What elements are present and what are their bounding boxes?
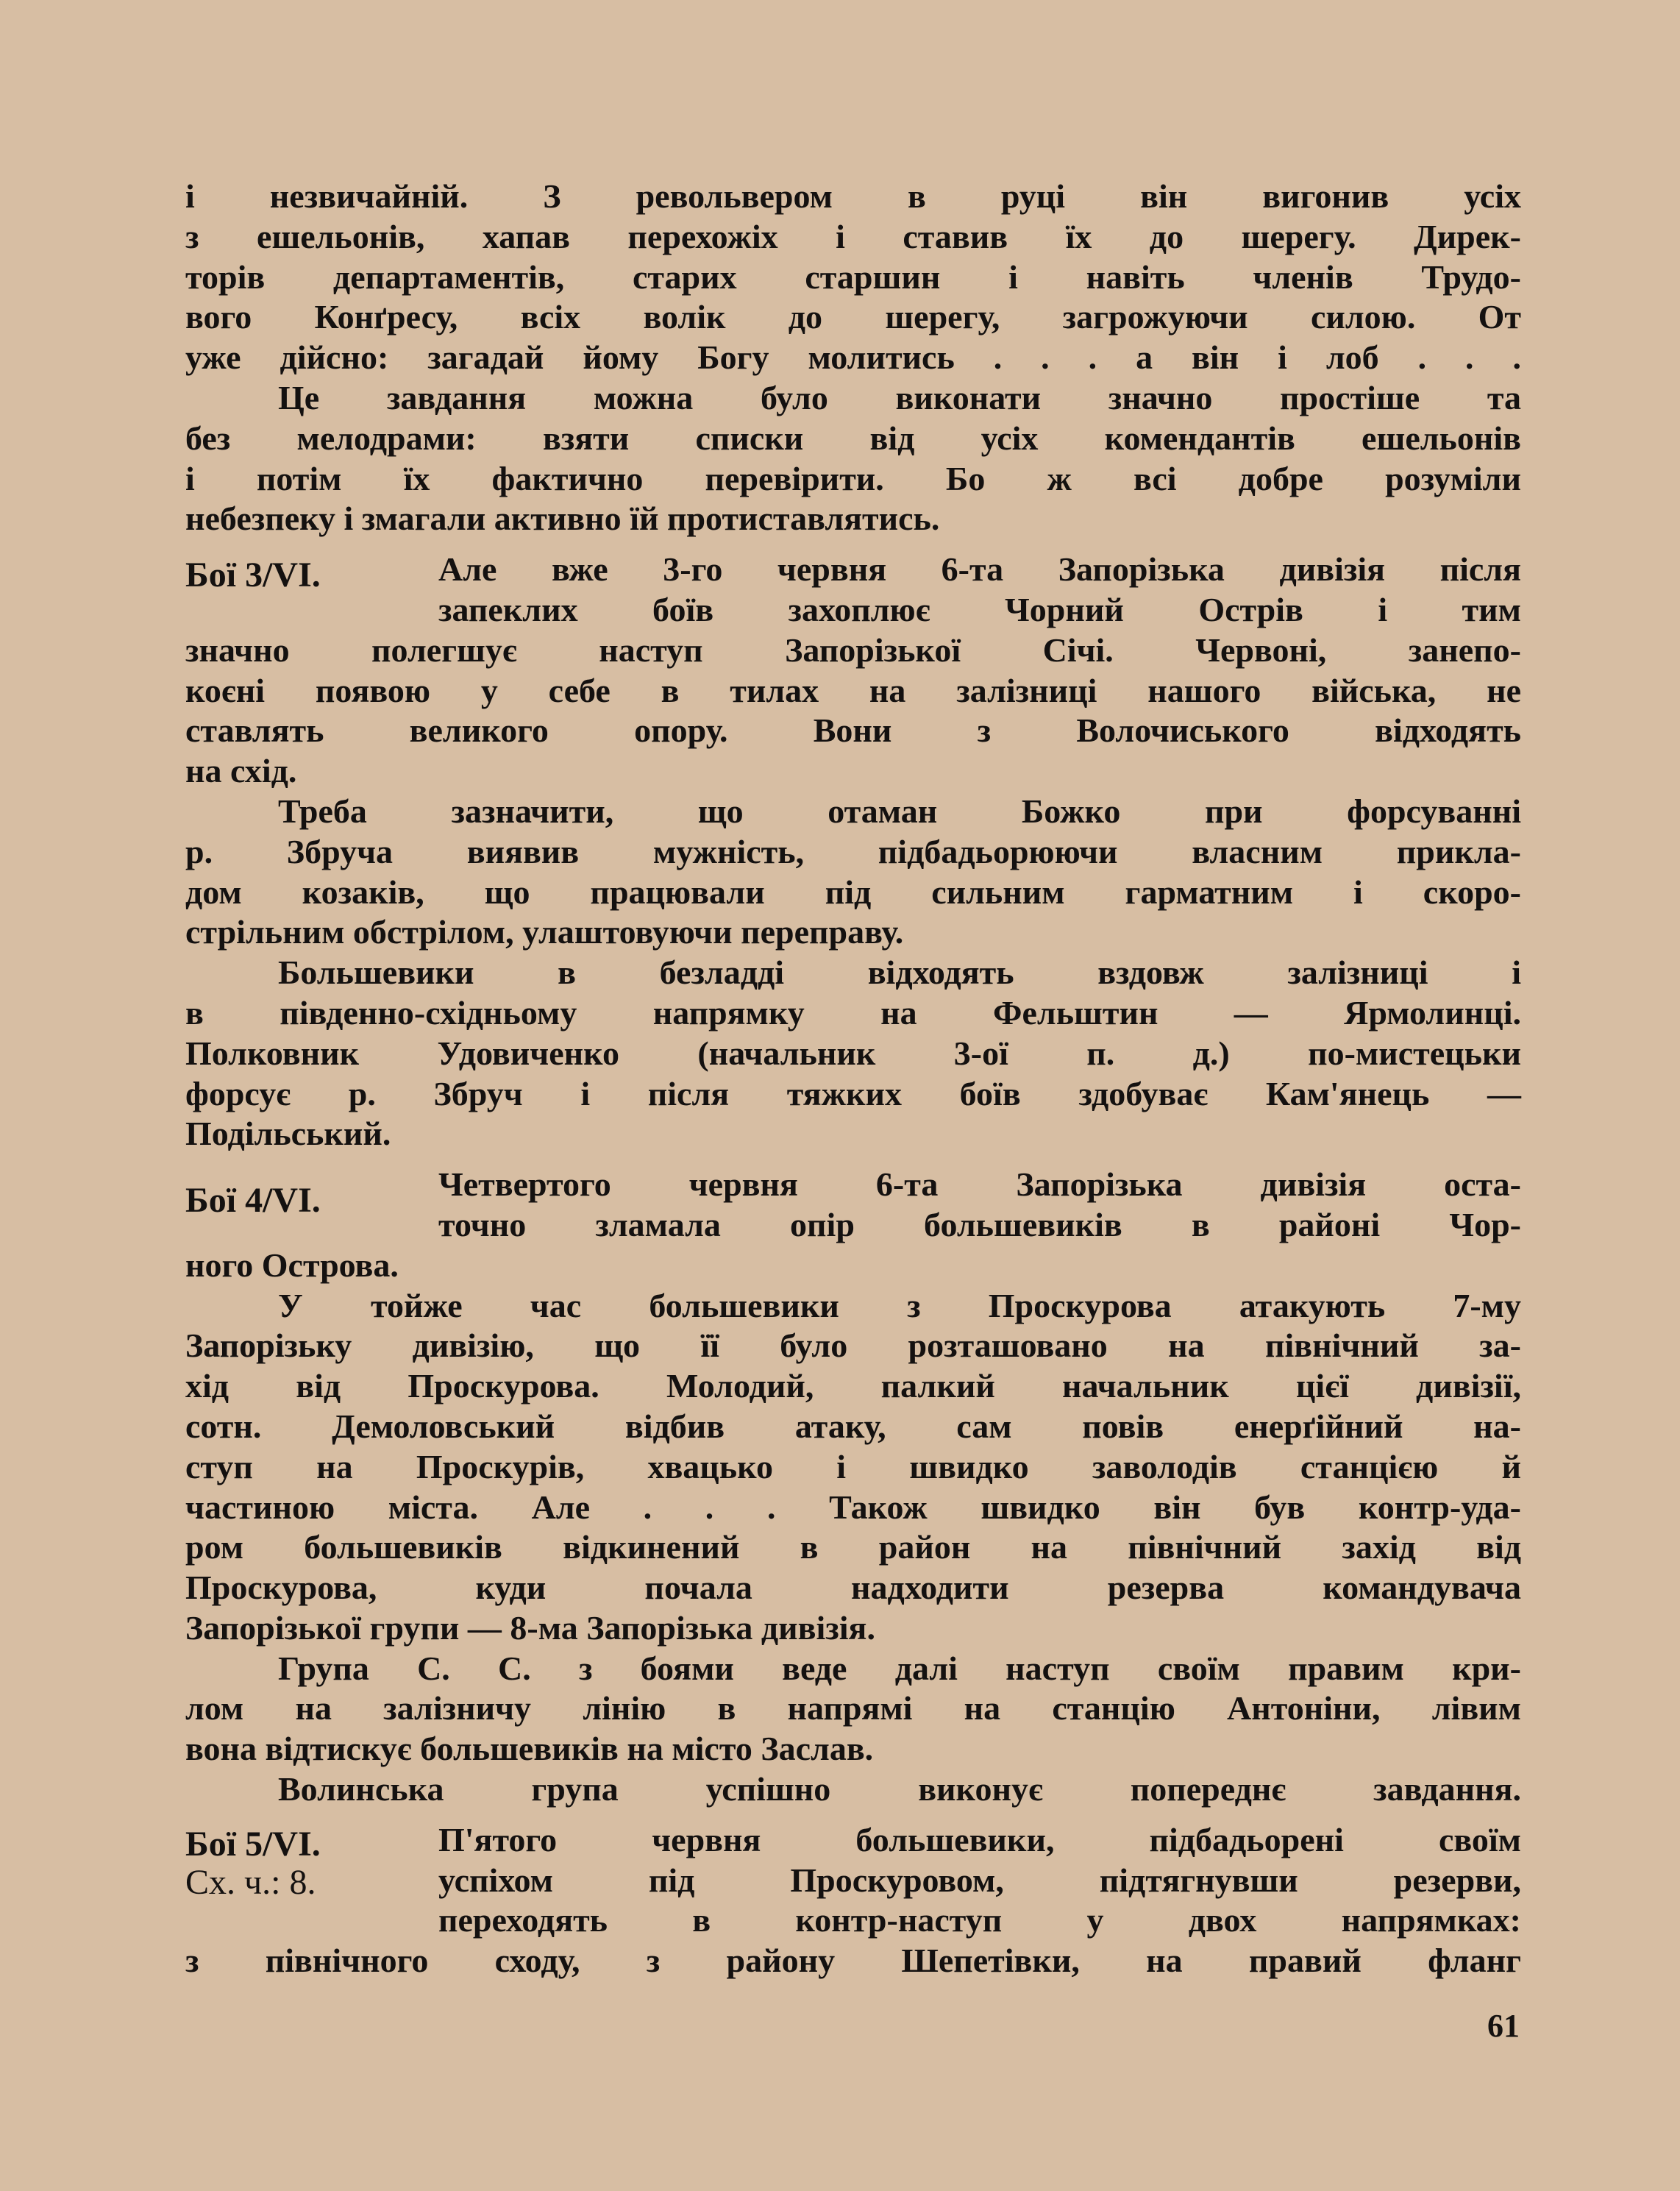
- text-line: переходять в контр-наступ у двох напрямках:: [438, 1901, 1521, 1939]
- text-line: стрільним обстрілом, улаштовуючи переправу.: [185, 913, 904, 951]
- text-line: Проскурова, куди почала надходити резерва командувача: [185, 1569, 1521, 1607]
- text-line: Подільський.: [185, 1115, 391, 1153]
- text-line: коєні появою у себе в тилах на залізниці нашого війська, не: [185, 671, 1521, 709]
- text-line: з північного сходу, з району Шепетівки, на правий фланг: [185, 1942, 1521, 1980]
- text-line: р. Збруча виявив мужність, підбадьорюючи власним прикла-: [185, 832, 1521, 870]
- text-line: Полковник Удовиченко (начальник 3-ої п. д.) по-мистецьки: [185, 1034, 1521, 1072]
- text-line: Але вже 3-го червня 6-та Запорізька дивізія після: [438, 550, 1521, 589]
- text-line: точно зламала опір большевиків в районі Чор-: [438, 1205, 1521, 1243]
- text-line: вого Конґресу, всіх волік до шерегу, загрожуючи силою. От: [185, 298, 1521, 336]
- text-line: ного Острова.: [185, 1246, 399, 1284]
- text-line: небезпеку і змагали активно їй протиставлятись.: [185, 500, 940, 538]
- text-line: в південно-східньому напрямку на Фельштин — Ярмолинці.: [185, 993, 1521, 1031]
- text-line: уже дійсно: загадай йому Богу молитись . . . а він і лоб . . .: [185, 338, 1521, 377]
- text-line: частиною міста. Але . . . Також швидко він був контр-уда-: [185, 1488, 1521, 1526]
- text-line: успіхом під Проскуровом, підтягнувши резерви,: [438, 1861, 1521, 1899]
- text-line: Запорізької групи — 8-ма Запорізька дивізія.: [185, 1608, 875, 1647]
- text-line: ставлять великого опору. Вони з Волочиського відходять: [185, 711, 1521, 750]
- margin-label-battle-5: Бої 5/VI.: [185, 1824, 321, 1864]
- text-line: вона відтискує большевиків на місто Заслав.: [185, 1730, 874, 1768]
- section-june-3: [185, 550, 1521, 631]
- text-line: і незвичайній. З револьвером в руці він вигонив усіх: [185, 177, 1521, 215]
- text-line: і потім їх фактично перевірити. Бо ж всі добре розуміли: [185, 459, 1521, 497]
- text-line: лом на залізничу лінію в напрямі на станцію Антоніни, лівим: [185, 1689, 1521, 1727]
- text-line: сотн. Демоловський відбив атаку, сам повів енерґійний на-: [185, 1407, 1521, 1445]
- text-line: П'ятого червня большевики, підбадьорені своїм: [438, 1820, 1521, 1858]
- text-line: Запорізьку дивізію, що її було розташовано на північний за-: [185, 1327, 1521, 1365]
- text-line: Волинська група успішно виконує попереднє завдання.: [278, 1770, 1521, 1808]
- text-line: дом козаків, що працювали під сильним гарматним і скоро-: [185, 873, 1521, 911]
- section-june-4: [185, 1165, 1521, 1246]
- text-line: значно полегшує наступ Запорізької Січі. Червоні, занепо-: [185, 631, 1521, 669]
- text-line: торів департаментів, старих старшин і навіть членів Трудо-: [185, 258, 1521, 296]
- text-line: У тойже час большевики з Проскурова атакують 7-му: [278, 1286, 1521, 1324]
- text-line: ступ на Проскурів, хвацько і швидко заволодів станцією й: [185, 1447, 1521, 1485]
- text-line: Большевики в безладді відходять вздовж залізниці і: [278, 954, 1521, 992]
- margin-label-battle-4: Бої 4/VI.: [185, 1181, 321, 1221]
- text-line: Четвертого червня 6-та Запорізька дивізія оста-: [438, 1165, 1521, 1204]
- body-text: [185, 177, 1521, 1981]
- text-line: з ешельонів, хапав перехожіх і ставив їх до шерегу. Дирек-: [185, 217, 1521, 255]
- margin-label-battle-3: Бої 3/VI.: [185, 555, 321, 595]
- text-line: Група С. С. з боями веде далі наступ своїм правим кри-: [278, 1649, 1521, 1687]
- page-number: 61: [1487, 2008, 1520, 2044]
- margin-label-scheme: Сх. ч.: 8.: [185, 1862, 316, 1902]
- text-line: ром большевиків відкинений в район на північний захід від: [185, 1528, 1521, 1566]
- text-line: форсує р. Збруч і після тяжких боїв здобуває Кам'янець —: [185, 1074, 1521, 1112]
- text-line: на схід.: [185, 752, 297, 790]
- section-june-5: [185, 1820, 1521, 1941]
- text-line: без мелодрами: взяти списки від усіх комендантів ешельонів: [185, 419, 1521, 457]
- text-line: Це завдання можна було виконати значно простіше та: [278, 378, 1521, 416]
- text-line: Треба зазначити, що отаман Божко при форсуванні: [278, 792, 1521, 830]
- text-line: хід від Проскурова. Молодий, палкий начальник цієї дивізії,: [185, 1367, 1521, 1405]
- text-line: запеклих боїв захоплює Чорний Острів і тим: [438, 590, 1521, 628]
